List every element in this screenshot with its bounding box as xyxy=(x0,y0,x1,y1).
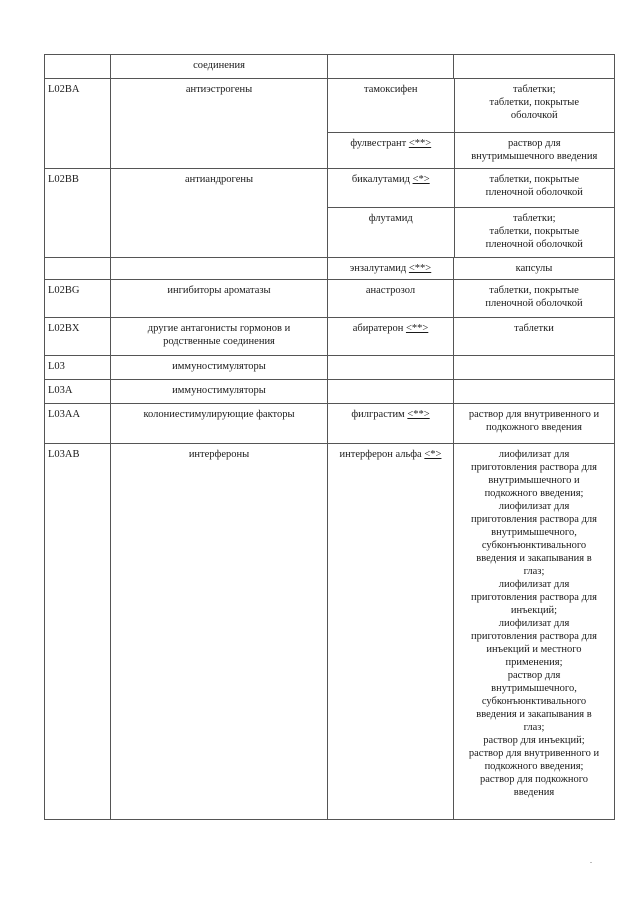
drug-name-cell xyxy=(328,132,454,168)
drug-entries xyxy=(328,79,615,169)
dosage-form-cell: таблетки, покрытые пленочной оболочкой xyxy=(485,174,583,198)
table-row xyxy=(45,169,615,258)
drug-name: филграстим xyxy=(351,409,405,420)
drug-entry xyxy=(328,207,614,257)
drug-name: энзалутамид xyxy=(349,263,407,274)
table-row xyxy=(45,258,615,280)
drug-name: бикалутамид xyxy=(351,174,410,185)
drug-name-cell xyxy=(328,169,454,207)
atc-code-cell: L02BA xyxy=(45,79,111,169)
drug-entry xyxy=(328,132,614,168)
drug-name-cell xyxy=(328,258,454,280)
dosage-form-cell: лиофилизат для приготовления раствора для внутримышечного и подкожного введения; лиофилизат для приготовления раствора для внутримышечного, субконъюнктивального введения и закапывания в глаз; лиофилизат для приготовления раствора для инъекций; лиофилизат для приготовления раствора для инъекций и местного применения; раствор для внутримышечного, субконъюнктивального введения и закапывания в глаз; раствор для инъекций; раствор для внутривенного и подкожного введения; раствор для подкожного введения xyxy=(454,444,615,820)
atc-code-cell: L03AA xyxy=(45,404,111,444)
group-name-cell: антиэстрогены xyxy=(111,79,328,169)
drug-name-cell xyxy=(328,280,454,318)
dosage-form-cell: таблетки; таблетки, покрытые оболочкой xyxy=(489,84,579,121)
drug-name: абиратерон xyxy=(352,323,404,334)
drug-table xyxy=(44,54,615,820)
drug-name: флутамид xyxy=(368,212,413,224)
group-name-cell: соединения xyxy=(111,55,328,79)
drug-name-cell xyxy=(328,318,454,356)
atc-code-cell: L03 xyxy=(45,356,111,380)
group-name-cell: ингибиторы ароматазы xyxy=(111,280,328,318)
footnote-mark: <*> xyxy=(412,174,430,185)
group-name-cell: колониестимулирующие факторы xyxy=(111,404,328,444)
drug-name-cell xyxy=(328,356,454,380)
dosage-form-cell: капсулы xyxy=(454,258,615,280)
dosage-form-cell: таблетки xyxy=(454,318,615,356)
footnote-mark: <*> xyxy=(424,449,442,460)
table-row xyxy=(45,318,615,356)
atc-code-cell: L02BB xyxy=(45,169,111,258)
table-row xyxy=(45,444,615,820)
atc-code-cell xyxy=(45,258,111,280)
drug-name-cell xyxy=(328,444,454,820)
drug-entry xyxy=(328,169,614,207)
drug-name: тамоксифен xyxy=(364,84,418,95)
group-name-cell xyxy=(111,258,328,280)
drug-name: анастрозол xyxy=(365,285,416,296)
group-name-cell: другие антагонисты гормонов и родственные соединения xyxy=(111,318,328,356)
drug-entries-table xyxy=(328,79,614,168)
group-name-cell: антиандрогены xyxy=(111,169,328,258)
table-row xyxy=(45,380,615,404)
group-name-cell: иммуностимуляторы xyxy=(111,356,328,380)
group-name-cell: интерфероны xyxy=(111,444,328,820)
atc-code-cell: L03AB xyxy=(45,444,111,820)
dosage-form-cell xyxy=(454,55,615,79)
footnote-mark: <**> xyxy=(405,323,429,334)
drug-name: фулвестрант xyxy=(350,137,407,149)
table-row xyxy=(45,79,615,169)
dosage-form-cell: таблетки; таблетки, покрытые пленочной оболочкой xyxy=(454,207,614,257)
atc-code-cell: L02BG xyxy=(45,280,111,318)
dosage-form-cell xyxy=(454,380,615,404)
drug-table-body xyxy=(45,55,615,820)
drug-name-cell xyxy=(328,404,454,444)
dosage-form-cell: таблетки, покрытые пленочной оболочкой xyxy=(454,280,615,318)
drug-name-cell xyxy=(328,79,454,132)
dosage-form-cell xyxy=(454,356,615,380)
drug-name-cell xyxy=(328,380,454,404)
dosage-form-cell: раствор для внутримышечного введения xyxy=(454,132,614,168)
table-row xyxy=(45,404,615,444)
drug-entries-table xyxy=(328,169,614,257)
atc-code-cell xyxy=(45,55,111,79)
drug-entries xyxy=(328,169,615,258)
footnote-mark: <**> xyxy=(408,137,432,149)
table-row xyxy=(45,280,615,318)
footnote-mark: <**> xyxy=(407,409,430,420)
atc-code-cell: L03A xyxy=(45,380,111,404)
drug-name-cell xyxy=(328,55,454,79)
atc-code-cell: L02BX xyxy=(45,318,111,356)
drug-name: интерферон альфа xyxy=(339,449,422,460)
dosage-form-cell: раствор для внутривенного и подкожного введения xyxy=(454,404,615,444)
footnote-mark: <**> xyxy=(408,263,432,274)
table-row xyxy=(45,55,615,79)
drug-entry xyxy=(328,79,614,132)
scan-speck xyxy=(590,862,592,863)
table-row xyxy=(45,356,615,380)
group-name-cell: иммуностимуляторы xyxy=(111,380,328,404)
drug-name-cell xyxy=(328,207,454,257)
